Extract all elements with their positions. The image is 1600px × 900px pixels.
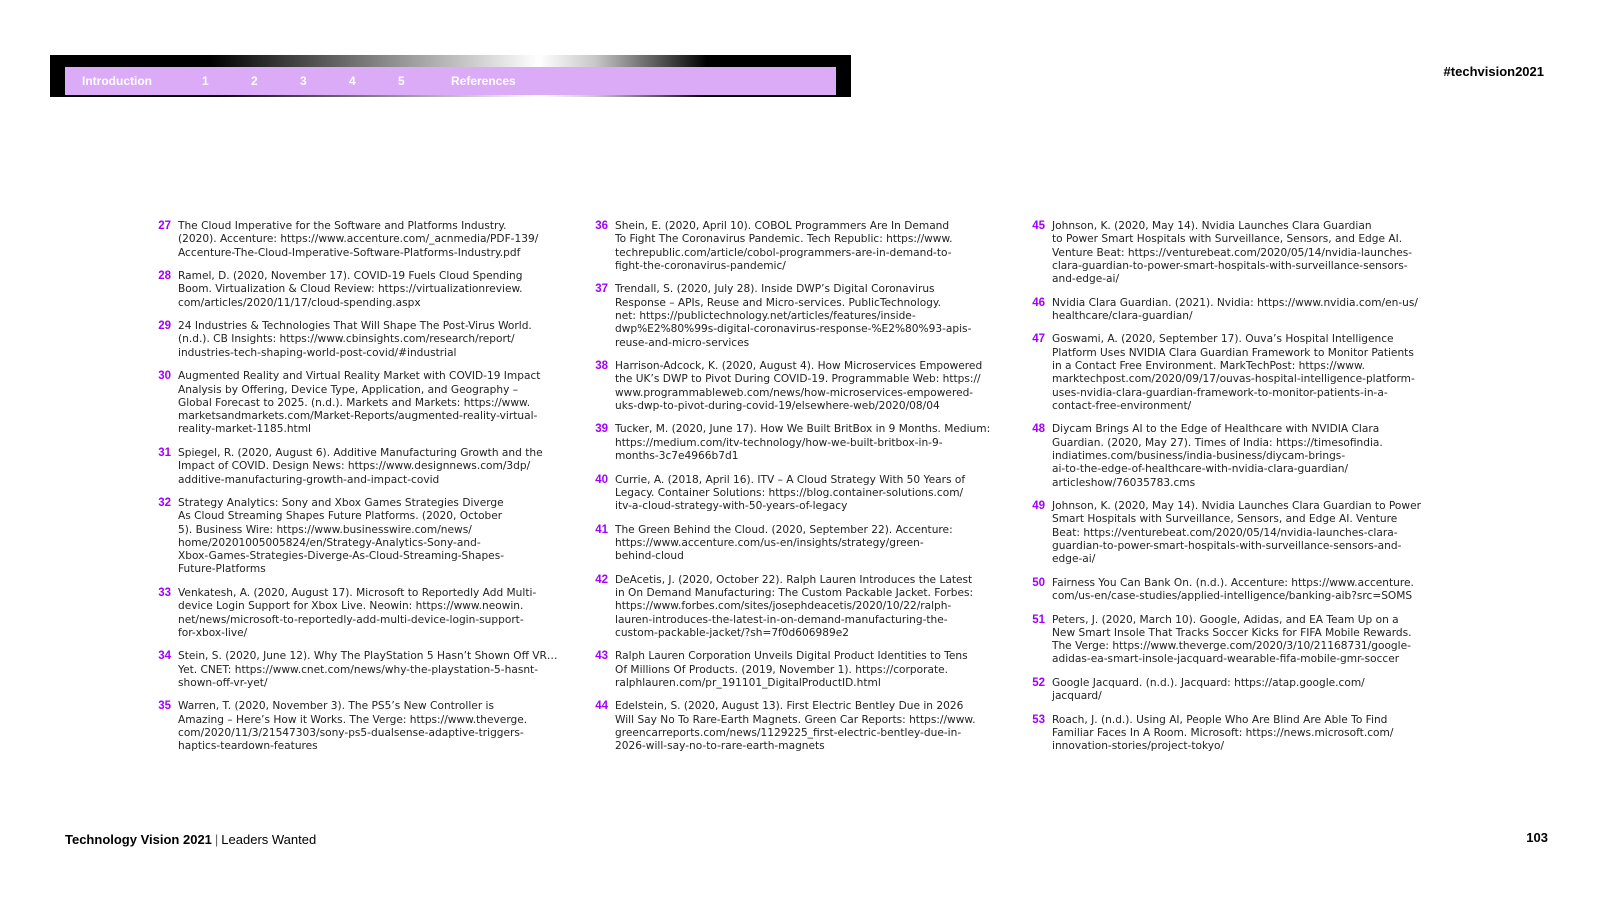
reference-item [1028, 220, 1458, 286]
reference-text: Strategy Analytics: Sony and Xbox Games Strategies Diverge As Cloud Streaming Shapes Future Platforms. (2020, October 5). Business Wire: https://www.businesswire.com/news/ home/20201005005824/en/Strategy-Analytics-Sony-and- Xbox-Games-Strategies-Diverge-As-Cloud-Streaming-Shapes- Future-Platforms [178, 496, 505, 576]
reference-text: Warren, T. (2020, November 3). The PS5’s New Controller is Amazing – Here’s How it Works. The Verge: https://www.theverge. com/2020/11/3/21547303/sony-ps5-dualsense-adaptive-triggers- haptics-teardown-features [178, 700, 528, 753]
reference-item [591, 220, 1011, 273]
reference-text: Johnson, K. (2020, May 14). Nvidia Launches Clara Guardian to Power Smart Hospitals with Surveillance, Sensors, and Edge AI. Venture Beat: https://venturebeat.com/2020/05/14/nvidia-launches-clara- guardian-to-power-smart-hospitals-with-surveillance-sensors-and- edge-ai/ [1052, 500, 1421, 566]
references-column-2 [591, 220, 1011, 764]
reference-number: 41 [595, 523, 608, 536]
reference-text: Augmented Reality and Virtual Reality Market with COVID-19 Impact Analysis by Offering, Device Type, Application, and Geography – Global Forecast to 2025. (n.d.). Markets and Markets: https://www. marketsandmarkets.com/Market-Reports/augmented-reality-virtual- reality-market-1185.html [178, 370, 541, 436]
tab-references[interactable]: References [451, 74, 516, 88]
hashtag: #techvision2021 [1443, 64, 1544, 79]
reference-text: Fairness You Can Bank On. (n.d.). Accenture: https://www.accenture. com/us-en/case-studies/applied-intelligence/banking-aib?src=SOMS [1052, 576, 1414, 603]
reference-item [1028, 333, 1458, 413]
reference-text: Roach, J. (n.d.). Using AI, People Who Are Blind Are Able To Find Familiar Faces In A Room. Microsoft: https://news.microsoft.com/ innovation-stories/project-tokyo/ [1052, 713, 1394, 753]
reference-text: Venkatesh, A. (2020, August 17). Microsoft to Reportedly Add Multi- device Login Support for Xbox Live. Neowin: https://www.neowin. net/news/microsoft-to-reportedly-add-multi-device-login-support- for-xbox-live/ [178, 586, 537, 639]
reference-item [1028, 577, 1458, 604]
references-column-1 [154, 220, 574, 764]
reference-number: 49 [1032, 500, 1045, 513]
reference-number: 51 [1032, 613, 1045, 626]
reference-item [1028, 677, 1458, 704]
reference-text: Ramel, D. (2020, November 17). COVID-19 Fuels Cloud Spending Boom. Virtualization & Cloud Review: https://virtualizationreview. com/articles/2020/11/17/cloud-spending.aspx [178, 270, 523, 309]
reference-text: Shein, E. (2020, April 10). COBOL Programmers Are In Demand To Fight The Coronavirus Pandemic. Tech Republic: https://www. techrepublic.com/article/cobol-programmers-are-in-demand-to- fight-the-coronavirus-pandemic/ [615, 220, 953, 272]
reference-item [154, 220, 574, 260]
reference-number: 39 [595, 423, 608, 436]
tab-4[interactable]: 4 [349, 74, 356, 88]
reference-text: 24 Industries & Technologies That Will Shape The Post-Virus World. (n.d.). CB Insights: https://www.cbinsights.com/research/report/ industries-tech-shaping-world-post-covid/#industrial [178, 320, 532, 359]
reference-text: Peters, J. (2020, March 10). Google, Adidas, and EA Team Up on a New Smart Insole That Tracks Soccer Kicks for FIFA Mobile Rewards. The Verge: https://www.theverge.com/2020/3/10/21168731/google- adidas-ea-smart-insole-jacquard-wearable-fifa-mobile-gmr-soccer [1052, 613, 1412, 666]
reference-number: 45 [1032, 220, 1045, 232]
reference-text: Currie, A. (2018, April 16). ITV – A Cloud Strategy With 50 Years of Legacy. Container Solutions: https://blog.container-solutions.com/ itv-a-cloud-strategy-with-50-years-of-legacy [615, 473, 966, 513]
reference-text: Google Jacquard. (n.d.). Jacquard: https://atap.google.com/ jacquard/ [1052, 676, 1365, 703]
reference-item [1028, 714, 1458, 754]
reference-item [591, 524, 1011, 564]
section-tabs-bar [65, 67, 836, 95]
reference-item [154, 650, 574, 690]
reference-number: 42 [595, 573, 608, 586]
reference-number: 50 [1032, 576, 1045, 589]
reference-text: Edelstein, S. (2020, August 13). First Electric Bentley Due in 2026 Will Say No To Rare-Earth Magnets. Green Car Reports: https://www. greencarreports.com/news/1129225_first-electric-bentley-due-in- 2026-will-say-no-to-rare-earth-magnets [615, 700, 976, 753]
reference-text: Tucker, M. (2020, June 17). How We Built BritBox in 9 Months. Medium: https://medium.com/itv-technology/how-we-built-britbox-in-9- months-3c7e4966b7d1 [615, 423, 991, 463]
tab-5[interactable]: 5 [398, 74, 405, 88]
reference-number: 37 [595, 283, 608, 296]
reference-number: 47 [1032, 333, 1045, 346]
reference-number: 27 [158, 220, 171, 232]
reference-text: Harrison-Adcock, K. (2020, August 4). How Microservices Empowered the UK’s DWP to Pivot During COVID-19. Programmable Web: https:// www.programmableweb.com/news/how-microservices-empowered- uks-dwp-to-pivot-during-covid-19/elsewhere-web/2020/08/04 [615, 360, 983, 412]
reference-item [591, 474, 1011, 514]
reference-number: 38 [595, 360, 608, 373]
reference-item [591, 423, 1011, 463]
reference-number: 48 [1032, 423, 1045, 436]
reference-item [154, 370, 574, 436]
reference-text: Diycam Brings AI to the Edge of Healthcare with NVIDIA Clara Guardian. (2020, May 27). Times of India: https://timesofindia. indiatimes.com/business/india-business/diycam-brings- ai-to-the-edge-of-healthcare-with-nvidia-clara-guardian/ articleshow/76035783.cms [1052, 423, 1383, 489]
reference-item [154, 447, 574, 487]
references-column-3 [1028, 220, 1458, 764]
reference-number: 35 [158, 700, 171, 713]
footer-separator: | [214, 832, 219, 847]
reference-item [591, 360, 1011, 413]
tab-3[interactable]: 3 [300, 74, 307, 88]
reference-text: Trendall, S. (2020, July 28). Inside DWP’s Digital Coronavirus Response – APIs, Reuse and Micro-services. PublicTechnology. net: https://publictechnology.net/articles/features/inside- dwp%E2%80%99s-digital-coronavirus-response-%E2%80%93-apis- reuse-and-micro-services [615, 283, 972, 349]
reference-number: 28 [158, 270, 171, 283]
reference-number: 33 [158, 586, 171, 599]
reference-text: Johnson, K. (2020, May 14). Nvidia Launches Clara Guardian to Power Smart Hospitals with Surveillance, Sensors, and Edge AI. Venture Beat: https://venturebeat.com/2020/05/14/nvidia-launches- clara-guardian-to-power-smart-hospitals-with-surveillance-sensors- and-edge-ai/ [1052, 220, 1413, 286]
reference-text: Goswami, A. (2020, September 17). Ouva’s Hospital Intelligence Platform Uses NVIDIA Clara Guardian Framework to Monitor Patients in a Contact Free Environment. MarkTechPost: https://www. marktechpost.com/2020/09/17/ouvas-hospital-intelligence-platform- uses-nvidia-clara-guardian-framework-to-monitor-patients-in-a- contact-free-environment/ [1052, 333, 1415, 412]
reference-number: 40 [595, 473, 608, 486]
reference-text: The Cloud Imperative for the Software and Platforms Industry. (2020). Accenture: https://www.accenture.com/_acnmedia/PDF-139/ Accenture-The-Cloud-Imperative-Software-Platforms-Industry.pdf [178, 220, 539, 259]
reference-item [154, 320, 574, 360]
reference-number: 29 [158, 320, 171, 333]
reference-item [1028, 297, 1458, 324]
reference-number: 32 [158, 496, 171, 509]
reference-item [591, 574, 1011, 640]
reference-number: 44 [595, 700, 608, 713]
reference-text: DeAcetis, J. (2020, October 22). Ralph Lauren Introduces the Latest in On Demand Manufacturing: The Custom Packable Jacket. Forbes: https://www.forbes.com/sites/josephdeacetis/2020/10/22/ralph- lauren-introduces-the-latest-in-on-demand-manufacturing-the- custom-packable-jacket/?sh=7f0d606989e2 [615, 573, 974, 639]
reference-item [591, 283, 1011, 349]
reference-text: Nvidia Clara Guardian. (2021). Nvidia: https://www.nvidia.com/en-us/ healthcare/clara-guardian/ [1052, 296, 1418, 322]
reference-item [1028, 500, 1458, 566]
footer [65, 832, 316, 847]
footer-title: Technology Vision 2021 [65, 832, 212, 847]
reference-item [1028, 423, 1458, 489]
reference-number: 31 [158, 446, 171, 459]
page-number: 103 [1526, 830, 1548, 845]
reference-number: 43 [595, 650, 608, 663]
reference-item [154, 270, 574, 310]
reference-number: 53 [1032, 713, 1045, 726]
reference-number: 30 [158, 370, 171, 383]
reference-item [591, 700, 1011, 753]
reference-number: 36 [595, 220, 608, 232]
tab-2[interactable]: 2 [251, 74, 258, 88]
reference-text: Stein, S. (2020, June 12). Why The PlayStation 5 Hasn’t Shown Off VR… Yet. CNET: https://www.cnet.com/news/why-the-playstation-5-hasnt- shown-off-vr-yet/ [178, 650, 558, 689]
reference-number: 52 [1032, 676, 1045, 689]
reference-text: Spiegel, R. (2020, August 6). Additive Manufacturing Growth and the Impact of COVID. Design News: https://www.designnews.com/3dp/ additive-manufacturing-growth-and-impact-covid [178, 446, 543, 486]
footer-subtitle: Leaders Wanted [221, 832, 317, 847]
reference-item [154, 587, 574, 640]
tab-1[interactable]: 1 [202, 74, 209, 88]
reference-item [1028, 614, 1458, 667]
reference-item [591, 650, 1011, 690]
section-navigation [50, 55, 851, 97]
reference-text: Ralph Lauren Corporation Unveils Digital Product Identities to Tens Of Millions Of Products. (2019, November 1). https://corporate. ralphlauren.com/pr_191101_DigitalProductID.html [615, 650, 968, 689]
reference-item [154, 497, 574, 577]
reference-number: 34 [158, 650, 171, 663]
tab-introduction[interactable]: Introduction [82, 74, 152, 88]
reference-number: 46 [1032, 296, 1045, 309]
reference-item [154, 700, 574, 753]
reference-text: The Green Behind the Cloud. (2020, September 22). Accenture: https://www.accenture.com/us-en/insights/strategy/green- behind-cloud [615, 523, 953, 563]
